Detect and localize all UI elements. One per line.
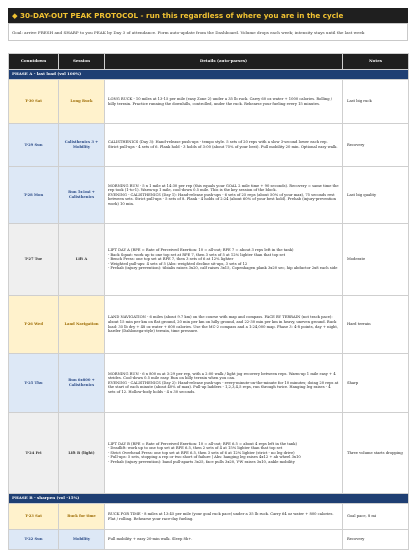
table-header-row bbox=[9, 54, 409, 70]
notes-cell: Recovery bbox=[343, 124, 409, 167]
details-cell: Full mobility + easy 20-min walk. Sleep 8h+. bbox=[105, 530, 343, 550]
column-header-notes: Notes bbox=[343, 54, 409, 70]
session-cell: Run 5x1mi + Calisthenics bbox=[59, 167, 105, 224]
details-cell: LIFT DAY B (RPE = Rate of Perceived Exertion: 10 = all-out; RPE 6.5 = about 4 reps left in the tank) - Deadlift: work up to one top set at RPE 6.5, then 2 sets of 4 at 15% lighter than that top set - Strict Overhead Press: one top set at RPE 6.5, then 3 sets of 6 at 12% lighter (strict - no leg drive) - Pull-ups: 5 sets, stopping a rep or two short of failure | Abs: hanging leg raises 4x12 + ab wheel 3x10 - Prehab (injury prevention): band pull-aparts 3x25, face pulls 3x20, Y-W raises 3x10, ankle mobility bbox=[105, 413, 343, 494]
column-header-details: Details (auto-parses) bbox=[105, 54, 343, 70]
session-cell: Lift A bbox=[59, 224, 105, 296]
table-row bbox=[9, 167, 409, 224]
notes-cell: Goal pace, 8 mi bbox=[343, 504, 409, 530]
notes-cell: Three volume starts dropping bbox=[343, 413, 409, 494]
details-cell: MORNING RUN - 6 x 800 m at 3:29 per rep, with a 2:00 walk / light jog recovery between reps. Warm-up 1 mile easy + 4 strides. Cool-down 0.5 mile easy. Run on hilly terrain when you can. EVENING - CALISTHENICS (Day 2): Hand-release push-ups - every-minute-on-the-minute for 10 minutes; doing 20 reps at the start of each minute (about 40% of max). Pull-up ladders - 1,2,3,4,5 reps, run through twice. Hanging leg raises - 4 sets of 12. Hollow-body holds - 4 x 30 seconds. bbox=[105, 354, 343, 413]
countdown-cell: T-30 Sat bbox=[9, 80, 59, 124]
table-row bbox=[9, 80, 409, 124]
countdown-cell: T-28 Mon bbox=[9, 167, 59, 224]
session-cell: Lift B (light) bbox=[59, 413, 105, 494]
details-cell: CALISTHENICS (Day 3): Hand-release push-ups - tempo style. 5 sets of 20 reps with a slow 3-second lower each rep. Strict pull-ups - 4 sets of 6. Plank hold - 3 holds of 3:00 (about 75% of your best). Full mobility 20 min. Optional easy walk. bbox=[105, 124, 343, 167]
table-row bbox=[9, 224, 409, 296]
table-row bbox=[9, 124, 409, 167]
notes-cell: Last big quality bbox=[343, 167, 409, 224]
countdown-cell: T-26 Wed bbox=[9, 296, 59, 354]
phase-row bbox=[9, 70, 409, 80]
protocol-table bbox=[8, 53, 409, 550]
notes-cell: Sharp bbox=[343, 354, 409, 413]
notes-cell: Moderate bbox=[343, 224, 409, 296]
column-header-session: Session bbox=[59, 54, 105, 70]
notes-cell: Recovery bbox=[343, 530, 409, 550]
notes-cell: Hard terrain bbox=[343, 296, 409, 354]
details-cell: MORNING RUN - 5 x 1 mile at 14:30 per rep (this equals your GOAL 2 mile time + 90 seconds). Recovery = same time the rep took (1-to-1). Warm-up 1 mile, cool-down 0.5 mile. This is the key session of the block. EVENING - CALISTHENICS (Day 1): Hand-release push-ups - 6 sets of 25 reps (about 50% of your max), 75 seconds rest between sets. Strict pull-ups - 5 sets of 8. Plank - 4 holds of 2:24 (about 60% of your best hold). Prehab (injury-prevention work) 10 min. bbox=[105, 167, 343, 224]
session-cell: Mobility bbox=[59, 530, 105, 550]
countdown-cell: T-22 Sun bbox=[9, 530, 59, 550]
session-cell: Long Ruck bbox=[59, 80, 105, 124]
table-row bbox=[9, 296, 409, 354]
countdown-cell: T-27 Tue bbox=[9, 224, 59, 296]
details-cell: LAND NAVIGATION - 6 miles (about 9.7 km) on the course with map and compass. PACE BY TERRAIN (not track pace): about 15 min per km on flat ground, 20 min per km on hilly ground, and 22-30 min per km in heavy, uneven ground. Ruck load: 35 lb dry + 48 oz water + 600 calories. Use the MC-2 compass and a 1:24,000 map. Phase 3: 4-8 points, day + night, harder (Dahlonega-style) terrain, time pressure. bbox=[105, 296, 343, 354]
table-row bbox=[9, 413, 409, 494]
details-cell: LONG RUCK - 10 miles at 13-15 per mile (easy Zone 2) under a 35 lb ruck. Carry 60 oz water + 1000 calories. Rolling / hilly terrain. Practice running the downhills, controlled, under the ruck. Rehearse your fueling every 15 minutes. bbox=[105, 80, 343, 124]
countdown-cell: T-24 Fri bbox=[9, 413, 59, 494]
page-title: 30-DAY-OUT PEAK PROTOCOL - run this regardless of where you are in the cycle bbox=[20, 11, 344, 20]
table-row bbox=[9, 354, 409, 413]
table-row bbox=[9, 504, 409, 530]
countdown-cell: T-25 Thu bbox=[9, 354, 59, 413]
details-cell: RUCK FOR TIME - 8 miles at 13:45 per mile (your goal ruck pace) under a 35 lb ruck. Carry 64 oz water + 800 calories. Flat / rolling. Rehearse your race-day fueling. bbox=[105, 504, 343, 530]
phase-label: PHASE B - sharpen (vol -15%) bbox=[9, 494, 409, 504]
session-cell: Calisthenics 3 + Mobility bbox=[59, 124, 105, 167]
diamond-icon: ◆ bbox=[12, 11, 18, 20]
session-cell: Run 6x800 + Calisthenics bbox=[59, 354, 105, 413]
session-cell: Land Navigation bbox=[59, 296, 105, 354]
details-cell: LIFT DAY A (RPE = Rate of Perceived Exertion: 10 = all-out; RPE 7 = about 3 reps left in the tank) - Back Squat: work up to one top set at RPE 7, then 3 sets of 5 at 12% lighter than that top set - Bench Press: one top set at RPE 7, then 3 sets of 6 at 12% lighter - Weighted pull-ups: 4 sets of 5 (Abs: weighted decline sit-ups, 3 sets of 12 - Prehab (injury prevention): tibialis raises 3x20, calf raises 3x15, Copenhagen plank 3x20 sec, hip abductor 2x8 each side bbox=[105, 224, 343, 296]
table-row bbox=[9, 530, 409, 550]
page-banner bbox=[8, 8, 408, 23]
notes-cell: Last big ruck bbox=[343, 80, 409, 124]
session-cell: Ruck for time bbox=[59, 504, 105, 530]
countdown-cell: T-29 Sun bbox=[9, 124, 59, 167]
column-header-countdown: Countdown bbox=[9, 54, 59, 70]
countdown-cell: T-23 Sat bbox=[9, 504, 59, 530]
phase-row bbox=[9, 494, 409, 504]
phase-label: PHASE A - last load (vol 100%) bbox=[9, 70, 409, 80]
goal-note: Goal: arrive FRESH and SHARP to you PEAK by Day 3 of attendance. Form auto-update from the Dashboard. Volume drops each week; intensity stays until the last week bbox=[8, 23, 408, 41]
